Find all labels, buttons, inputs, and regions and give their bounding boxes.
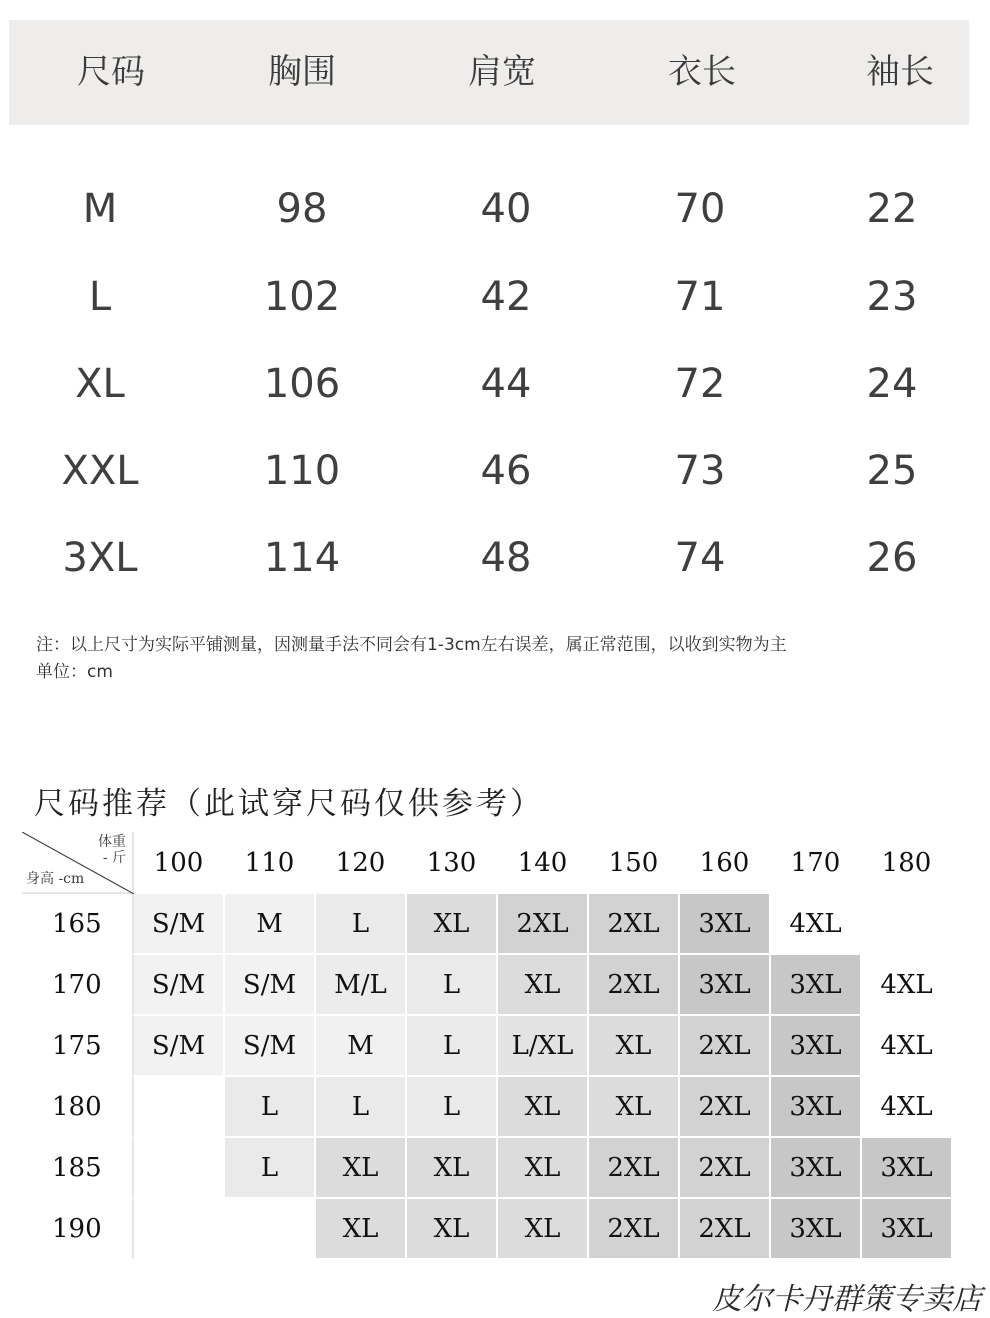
height-row-label: 165 bbox=[22, 894, 134, 955]
size-cell-chest: 110 bbox=[263, 448, 341, 494]
height-row-label: 170 bbox=[22, 955, 134, 1016]
recommended-size-cell: 2XL bbox=[680, 1199, 771, 1260]
recommended-size-cell: 2XL bbox=[589, 955, 680, 1016]
recommended-size-cell: 3XL bbox=[680, 955, 771, 1016]
recommended-size-cell: 3XL bbox=[771, 1138, 862, 1199]
note-line-1: 注：以上尺寸为实际平铺测量，因测量手法不同会有1-3cm左右误差，属正常范围，以收到实物为主 bbox=[36, 635, 787, 655]
recommended-size-cell: 2XL bbox=[498, 894, 589, 955]
recommendation-title: 尺码推荐（此试穿尺码仅供参考） bbox=[34, 786, 544, 822]
weight-axis-label: 体重 - 斤 bbox=[98, 834, 126, 866]
weight-header-cell: 120 bbox=[316, 832, 407, 894]
recommended-size-cell: L bbox=[225, 1138, 316, 1199]
recommended-size-cell: 3XL bbox=[771, 955, 862, 1016]
recommended-size-cell bbox=[134, 1138, 225, 1199]
weight-header-cell: 180 bbox=[862, 832, 953, 894]
recommended-size-cell: 4XL bbox=[862, 1077, 953, 1138]
size-cell-length: 73 bbox=[674, 448, 726, 494]
recommended-size-cell: L bbox=[407, 955, 498, 1016]
recommended-size-cell: XL bbox=[316, 1138, 407, 1199]
recommended-size-cell: M bbox=[225, 894, 316, 955]
size-cell-sleeve: 24 bbox=[866, 361, 918, 407]
size-cell-chest: 114 bbox=[263, 535, 341, 581]
recommended-size-cell: L bbox=[316, 1077, 407, 1138]
recommended-size-cell: L bbox=[225, 1077, 316, 1138]
size-cell-shoulder: 46 bbox=[480, 448, 532, 494]
header-length: 衣长 bbox=[668, 52, 736, 92]
weight-header-cell: 160 bbox=[680, 832, 771, 894]
recommended-size-cell: L bbox=[407, 1016, 498, 1077]
recommended-size-cell: M bbox=[316, 1016, 407, 1077]
recommended-size-cell: 3XL bbox=[862, 1199, 953, 1260]
recommended-size-cell: L bbox=[407, 1077, 498, 1138]
recommended-size-cell: 3XL bbox=[771, 1016, 862, 1077]
recommended-size-cell: S/M bbox=[134, 894, 225, 955]
shop-name: 皮尔卡丹群策专卖店 bbox=[712, 1282, 982, 1317]
weight-header-cell: 140 bbox=[498, 832, 589, 894]
recommended-size-cell: S/M bbox=[225, 955, 316, 1016]
size-cell-size: 3XL bbox=[62, 535, 138, 581]
recommended-size-cell: 2XL bbox=[680, 1077, 771, 1138]
size-cell-chest: 106 bbox=[263, 361, 341, 407]
recommended-size-cell: 4XL bbox=[862, 955, 953, 1016]
size-cell-shoulder: 44 bbox=[480, 361, 532, 407]
recommended-size-cell: XL bbox=[498, 1077, 589, 1138]
size-cell-size: L bbox=[88, 274, 112, 320]
recommended-size-cell: XL bbox=[589, 1077, 680, 1138]
weight-header-cell: 110 bbox=[225, 832, 316, 894]
size-cell-size: XL bbox=[75, 361, 125, 407]
size-cell-size: XXL bbox=[61, 448, 139, 494]
size-cell-sleeve: 25 bbox=[866, 448, 918, 494]
recommended-size-cell: L/XL bbox=[498, 1016, 589, 1077]
grid-corner-cell bbox=[22, 832, 134, 894]
size-cell-sleeve: 26 bbox=[866, 535, 918, 581]
height-row-label: 185 bbox=[22, 1138, 134, 1199]
measurement-note bbox=[36, 632, 787, 686]
size-cell-chest: 102 bbox=[263, 274, 341, 320]
recommended-size-cell: M/L bbox=[316, 955, 407, 1016]
height-row-label: 190 bbox=[22, 1199, 134, 1260]
size-cell-length: 72 bbox=[674, 361, 726, 407]
size-table-header bbox=[9, 20, 969, 125]
recommended-size-cell: 2XL bbox=[680, 1138, 771, 1199]
recommended-size-cell bbox=[134, 1199, 225, 1260]
weight-header-cell: 130 bbox=[407, 832, 498, 894]
header-size: 尺码 bbox=[77, 52, 145, 92]
size-cell-length: 71 bbox=[674, 274, 726, 320]
weight-header-cell: 170 bbox=[771, 832, 862, 894]
header-chest: 胸围 bbox=[268, 52, 336, 92]
size-cell-chest: 98 bbox=[276, 186, 328, 232]
recommended-size-cell bbox=[134, 1077, 225, 1138]
recommended-size-cell: S/M bbox=[225, 1016, 316, 1077]
size-cell-size: M bbox=[82, 186, 118, 232]
recommended-size-cell: XL bbox=[589, 1016, 680, 1077]
recommended-size-cell: 3XL bbox=[771, 1077, 862, 1138]
recommended-size-cell: 2XL bbox=[680, 1016, 771, 1077]
size-cell-sleeve: 23 bbox=[866, 274, 918, 320]
recommended-size-cell: 3XL bbox=[680, 894, 771, 955]
height-row-label: 175 bbox=[22, 1016, 134, 1077]
recommended-size-cell: 2XL bbox=[589, 894, 680, 955]
recommended-size-cell: XL bbox=[498, 955, 589, 1016]
weight-header-cell: 150 bbox=[589, 832, 680, 894]
size-cell-length: 74 bbox=[674, 535, 726, 581]
recommended-size-cell: 3XL bbox=[862, 1138, 953, 1199]
header-shoulder: 肩宽 bbox=[468, 52, 536, 92]
recommended-size-cell: 4XL bbox=[771, 894, 862, 955]
recommended-size-cell: S/M bbox=[134, 955, 225, 1016]
size-cell-length: 70 bbox=[674, 186, 726, 232]
size-cell-shoulder: 48 bbox=[480, 535, 532, 581]
recommended-size-cell: 2XL bbox=[589, 1138, 680, 1199]
size-cell-sleeve: 22 bbox=[866, 186, 918, 232]
recommended-size-cell: L bbox=[316, 894, 407, 955]
recommended-size-cell: XL bbox=[407, 1138, 498, 1199]
recommended-size-cell: XL bbox=[407, 1199, 498, 1260]
recommended-size-cell bbox=[225, 1199, 316, 1260]
header-sleeve: 袖长 bbox=[866, 52, 934, 92]
weight-header-cell: 100 bbox=[134, 832, 225, 894]
recommended-size-cell bbox=[862, 894, 953, 955]
recommended-size-cell: XL bbox=[498, 1138, 589, 1199]
height-axis-label: 身高 -cm bbox=[26, 871, 85, 887]
size-cell-shoulder: 42 bbox=[480, 274, 532, 320]
recommended-size-cell: XL bbox=[316, 1199, 407, 1260]
height-row-label: 180 bbox=[22, 1077, 134, 1138]
recommended-size-cell: 3XL bbox=[771, 1199, 862, 1260]
size-cell-shoulder: 40 bbox=[480, 186, 532, 232]
recommended-size-cell: 4XL bbox=[862, 1016, 953, 1077]
recommended-size-cell: 2XL bbox=[589, 1199, 680, 1260]
recommended-size-cell: XL bbox=[498, 1199, 589, 1260]
recommended-size-cell: XL bbox=[407, 894, 498, 955]
recommended-size-cell: S/M bbox=[134, 1016, 225, 1077]
note-unit: 单位：cm bbox=[36, 662, 113, 682]
